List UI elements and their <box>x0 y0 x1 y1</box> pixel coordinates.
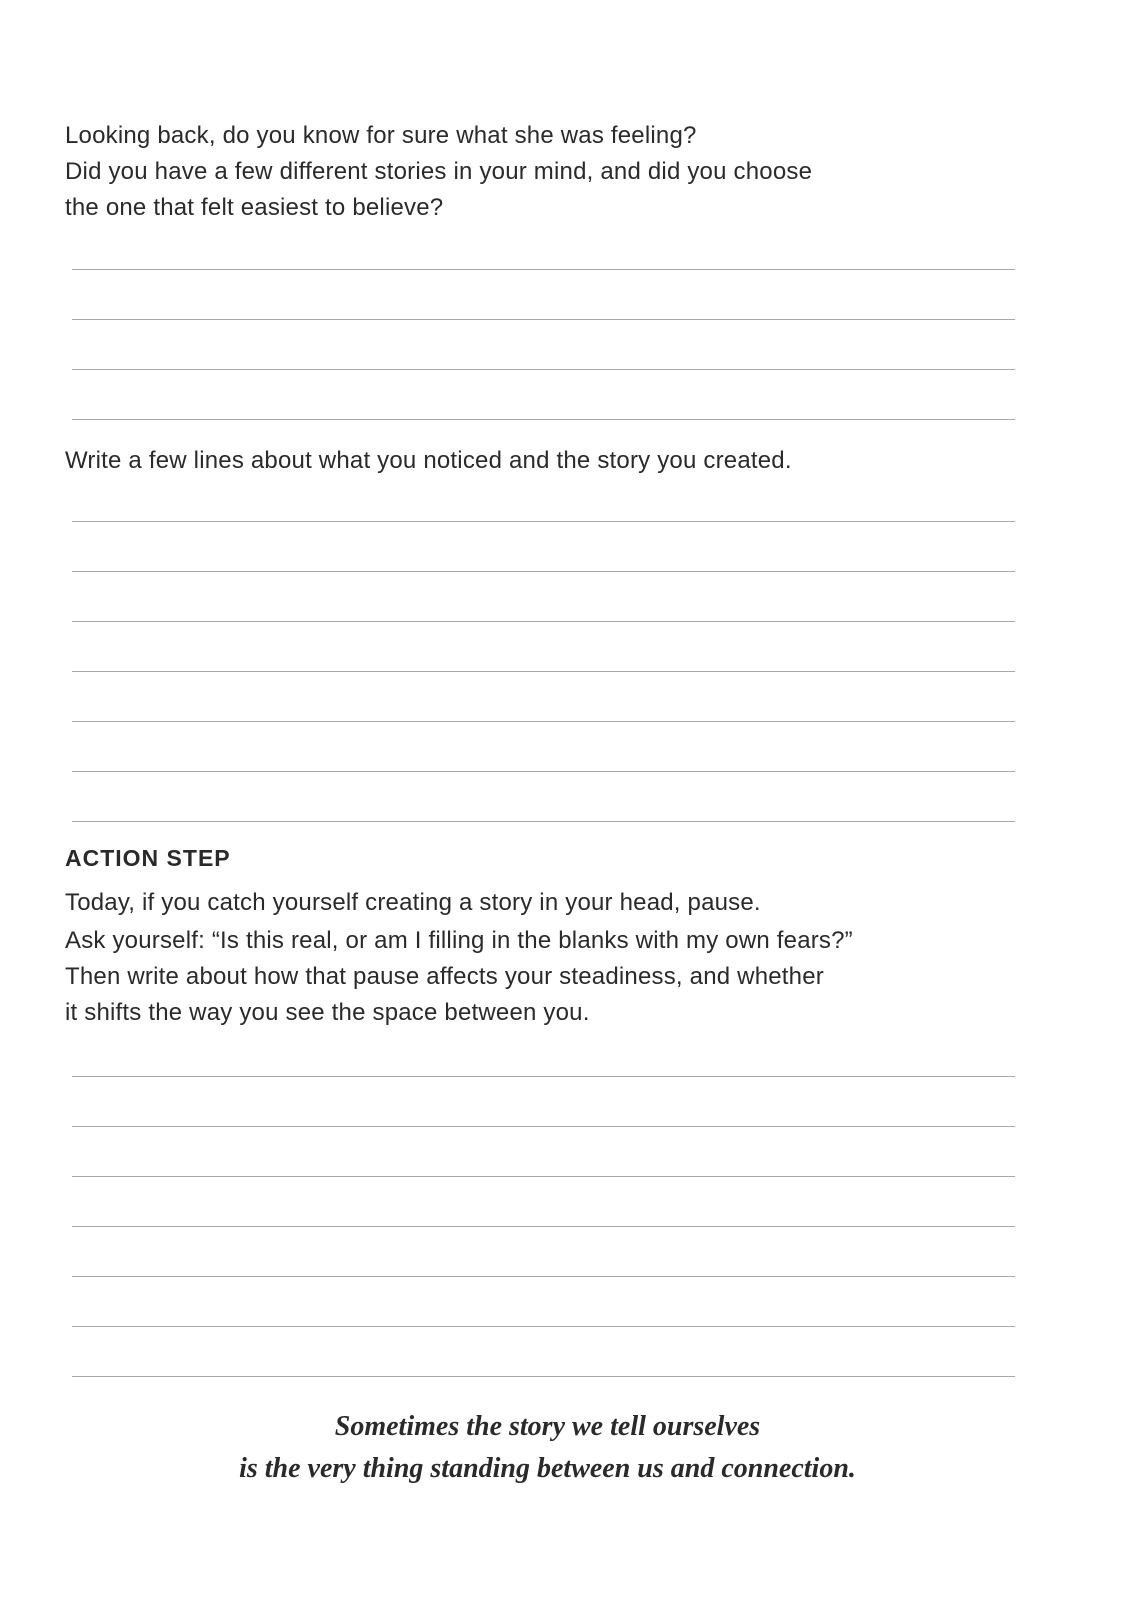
action-step-text <box>65 885 853 1031</box>
quote-line: is the very thing standing between us and connection. <box>239 1453 856 1484</box>
writing-line[interactable] <box>72 1276 1015 1277</box>
quote-line: Sometimes the story we tell ourselves <box>334 1411 761 1442</box>
writing-line[interactable] <box>72 269 1015 270</box>
prompt-line: Write a few lines about what you noticed and the story you created. <box>65 447 792 474</box>
writing-line[interactable] <box>72 1076 1015 1077</box>
writing-line[interactable] <box>72 621 1015 622</box>
action-line: Ask yourself: “Is this real, or am I filling in the blanks with my own fears?” <box>65 927 853 954</box>
prompt-question-2 <box>65 443 792 479</box>
writing-line[interactable] <box>72 521 1015 522</box>
writing-line[interactable] <box>72 1126 1015 1127</box>
writing-line[interactable] <box>72 1376 1015 1377</box>
prompt-line: Looking back, do you know for sure what she was feeling? <box>65 122 697 149</box>
prompt-line: the one that felt easiest to believe? <box>65 194 444 221</box>
writing-line[interactable] <box>72 1226 1015 1227</box>
action-line: it shifts the way you see the space between you. <box>65 999 590 1026</box>
action-line: Today, if you catch yourself creating a story in your head, pause. <box>65 889 761 916</box>
writing-line[interactable] <box>72 671 1015 672</box>
writing-line[interactable] <box>72 1326 1015 1327</box>
writing-line[interactable] <box>72 1176 1015 1177</box>
prompt-line: Did you have a few different stories in your mind, and did you choose <box>65 158 813 185</box>
writing-line[interactable] <box>72 369 1015 370</box>
action-line: Then write about how that pause affects your steadiness, and whether <box>65 963 824 990</box>
writing-line[interactable] <box>72 721 1015 722</box>
prompt-question-1 <box>65 118 812 226</box>
writing-line[interactable] <box>72 419 1015 420</box>
writing-line[interactable] <box>72 821 1015 822</box>
action-step-heading: ACTION STEP <box>65 845 231 871</box>
writing-line[interactable] <box>72 571 1015 572</box>
writing-line[interactable] <box>72 319 1015 320</box>
writing-line[interactable] <box>72 771 1015 772</box>
closing-quote <box>0 1406 1095 1490</box>
